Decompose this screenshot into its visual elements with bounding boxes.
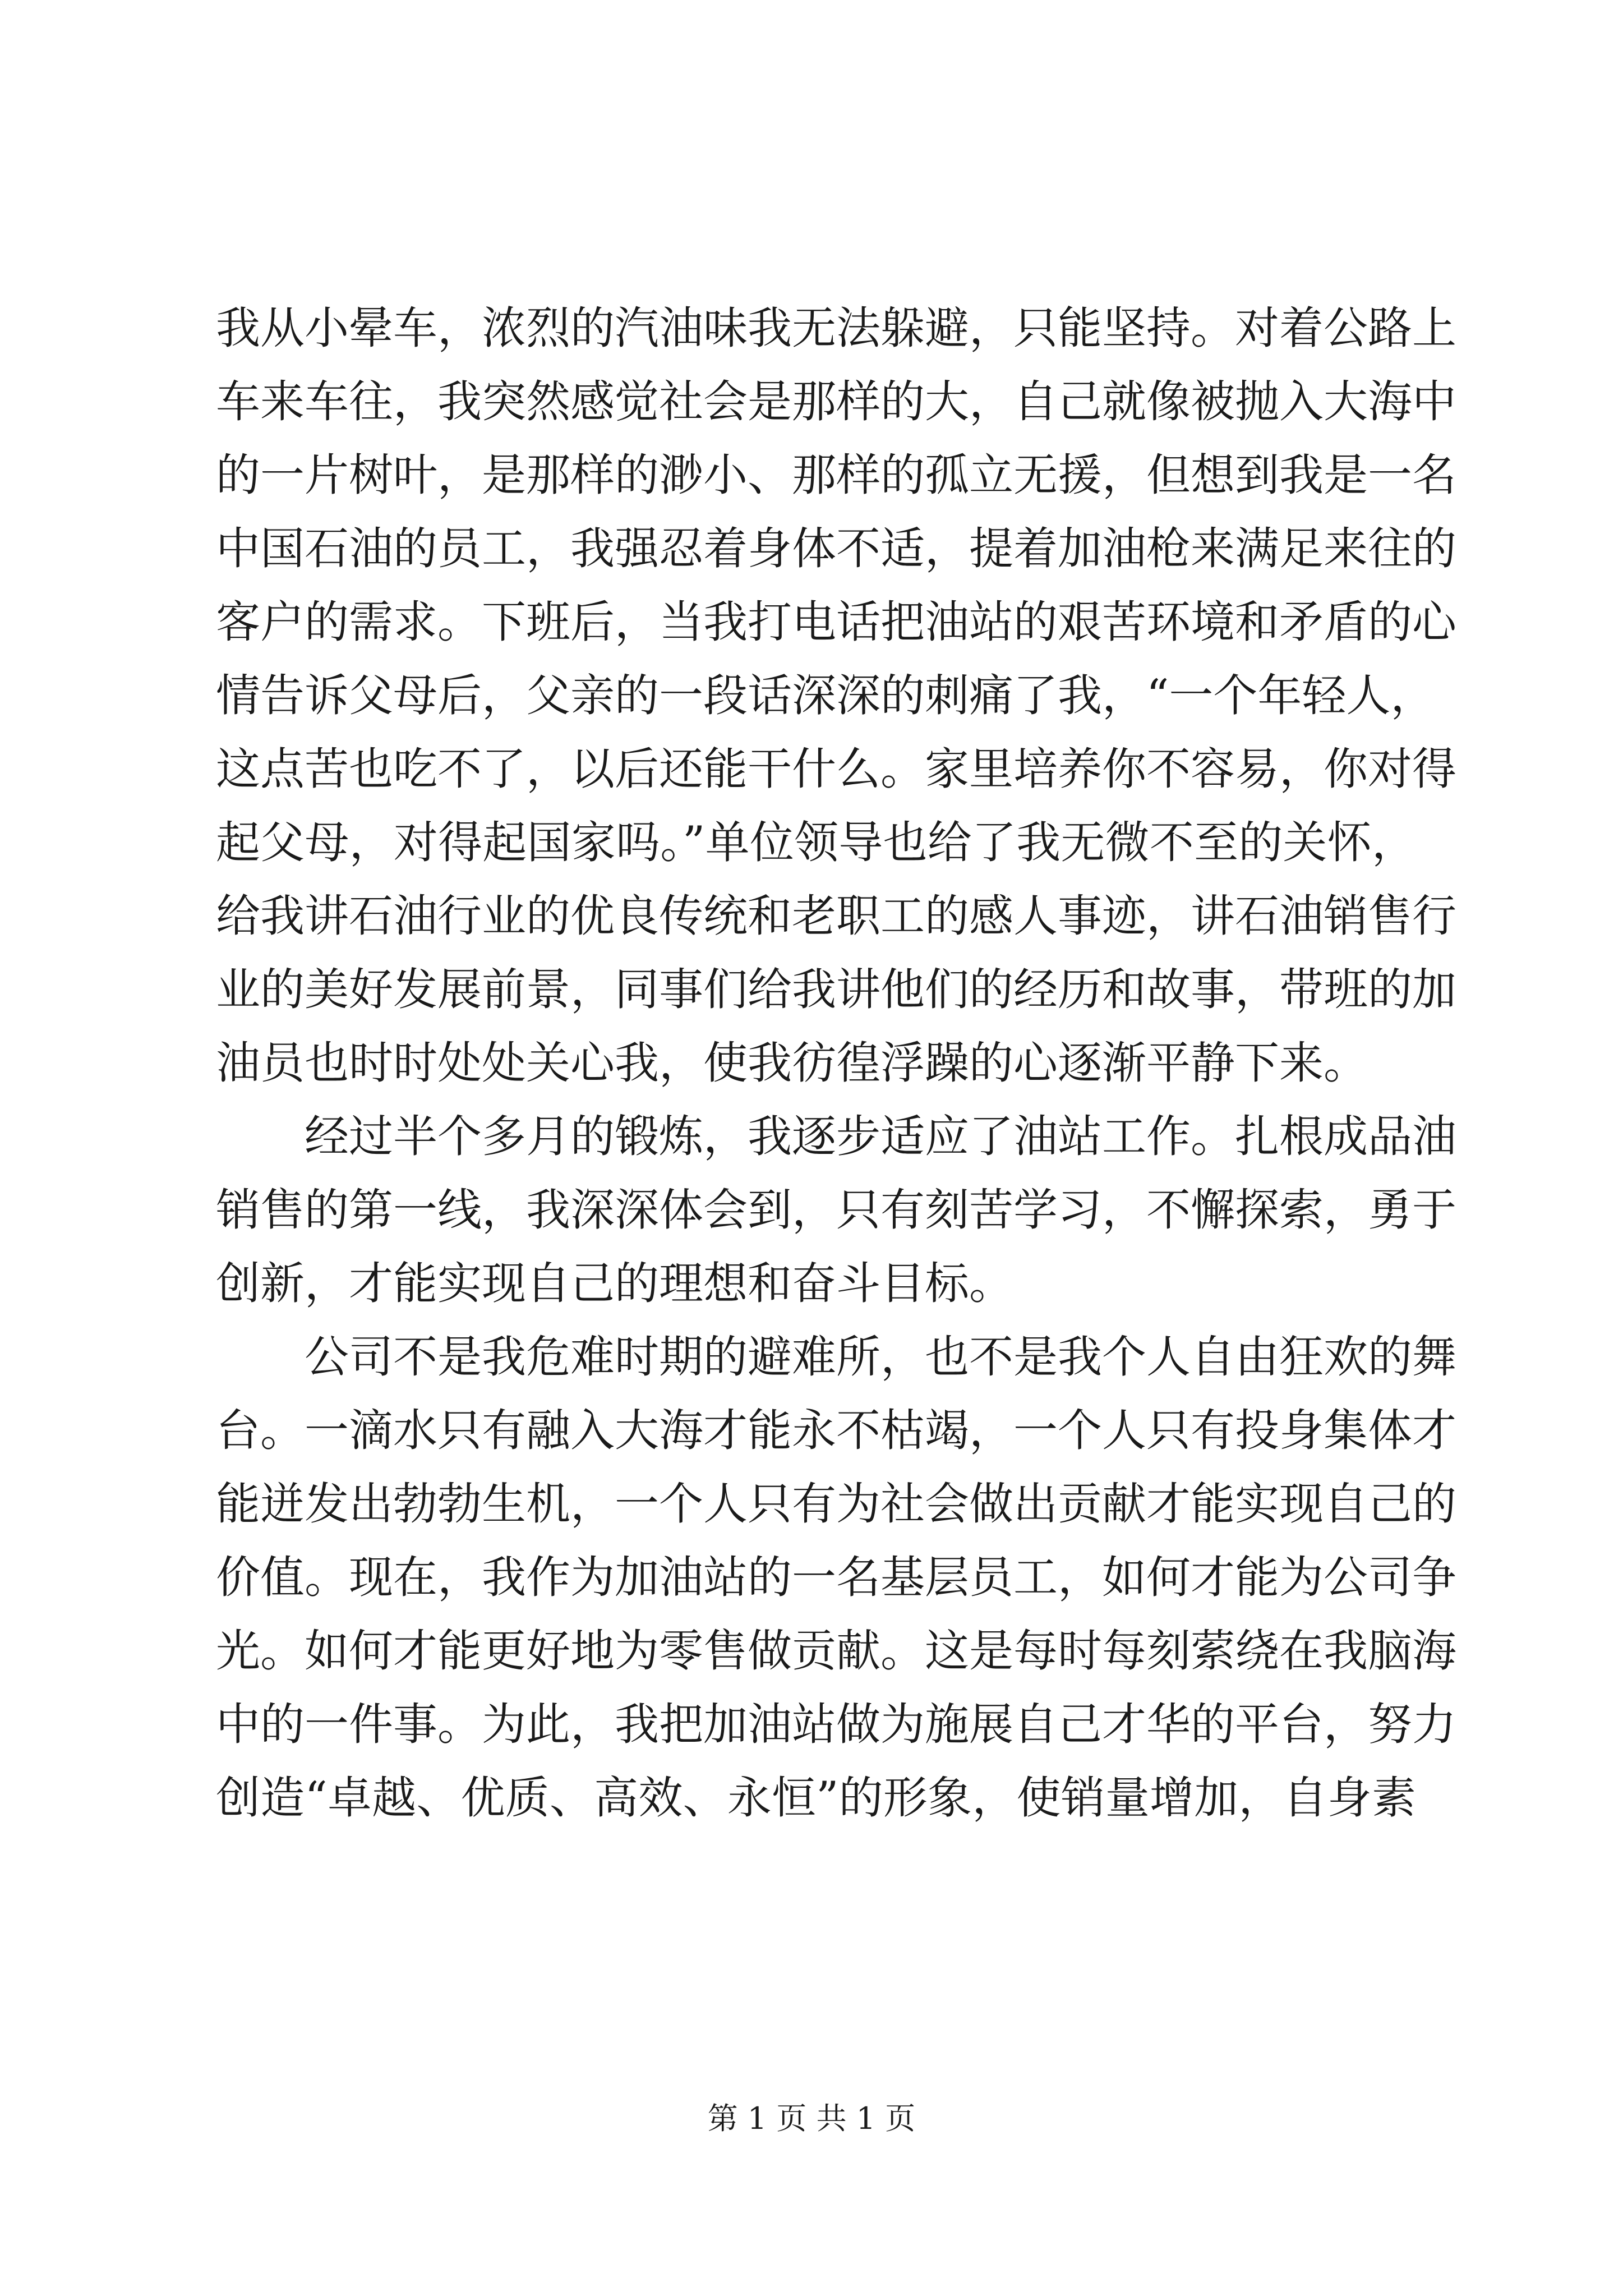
text-line: 给我讲石油行业的优良传统和老职工的感人事迹，讲石油销售行 (216, 890, 1456, 942)
text-line: 能迸发出勃勃生机，一个人只有为社会做出贡献才能实现自己的 (216, 1478, 1456, 1530)
text-line: 经过半个多月的锻炼，我逐步适应了油站工作。扎根成品油 (305, 1111, 1456, 1162)
text-line: 台。一滴水只有融入大海才能永不枯竭，一个人只有投身集体才 (216, 1405, 1456, 1456)
text-line: 我从小晕车，浓烈的汽油味我无法躲避，只能坚持。对着公路上 (216, 302, 1456, 354)
text-line: 创造“卓越、优质、高效、永恒”的形象，使销量增加，自身素 (216, 1772, 1416, 1824)
text-line: 创新，才能实现自己的理想和奋斗目标。 (216, 1258, 1013, 1309)
text-line: 车来车往，我突然感觉社会是那样的大，自己就像被抛入大海中 (216, 376, 1456, 427)
text-line: 中国石油的员工，我强忍着身体不适，提着加油枪来满足来往的 (216, 523, 1456, 574)
text-line: 销售的第一线，我深深体会到，只有刻苦学习，不懈探索，勇于 (216, 1184, 1456, 1236)
text-line: 油员也时时处处关心我，使我彷徨浮躁的心逐渐平静下来。 (216, 1037, 1368, 1089)
page-footer (0, 2099, 1623, 2138)
text-line: 的一片树叶，是那样的渺小、那样的孤立无援，但想到我是一名 (216, 449, 1456, 501)
text-line: 情告诉父母后，父亲的一段话深深的刺痛了我，“一个年轻人， (216, 670, 1435, 721)
text-line: 业的美好发展前景，同事们给我讲他们的经历和故事，带班的加 (216, 964, 1456, 1015)
text-line: 这点苦也吃不了，以后还能干什么。家里培养你不容易，你对得 (216, 743, 1456, 795)
document-body (216, 292, 1456, 1835)
text-line: 光。如何才能更好地为零售做贡献。这是每时每刻萦绕在我脑海 (216, 1625, 1456, 1677)
text-line: 中的一件事。为此，我把加油站做为施展自己才华的平台，努力 (216, 1699, 1456, 1750)
page-number-label: 第 1 页 共 1 页 (707, 2101, 916, 2136)
text-line: 公司不是我危难时期的避难所，也不是我个人自由狂欢的舞 (305, 1331, 1456, 1383)
text-line: 客户的需求。下班后，当我打电话把油站的艰苦环境和矛盾的心 (216, 596, 1456, 648)
text-line: 起父母，对得起国家吗。”单位领导也给了我无微不至的关怀， (216, 817, 1416, 868)
text-line: 价值。现在，我作为加油站的一名基层员工，如何才能为公司争 (216, 1552, 1456, 1603)
